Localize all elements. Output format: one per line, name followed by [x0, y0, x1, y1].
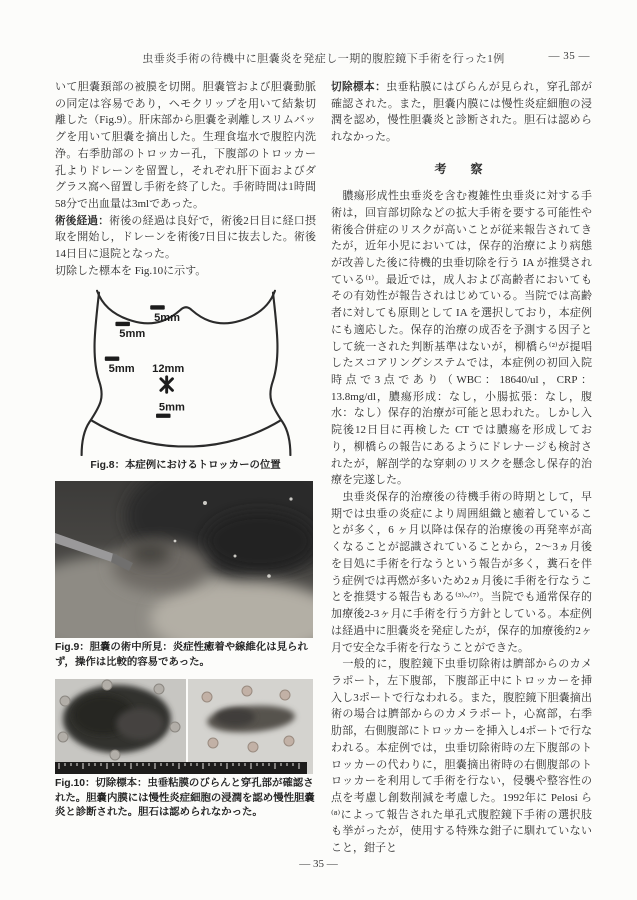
trocar-mark-upper-left [115, 321, 130, 325]
discussion-paragraph-1: 膿瘍形成性虫垂炎を含む複雑性虫垂炎に対する手術は，回盲部切除などの拡大手術を要する可能性や術後合併症のリスクが高いことが従来報告されてきたが，近年小児においては，保存的治療により病態が改善した後に待機的虫垂切除を行う IA が推奨されている⁽¹⁾。最近では，成人および高齢者においてもその有効性が報告されはじめている。当院では高齢者に対しても原則として IA を選択しており，本症例にも適応した。保存的治療の成否を予測する因子として統一された判断基準はないが，柳橋ら⁽²⁾が提唱したスコアリングシステムでは，本症例の初回入院時点で3点であり（WBC：18640/ul，CRP：13.8mg/dl，膿瘍形成：なし，小腸拡張：なし，腹水：なし）保存的治療が可能と思われた。しかし入院後12日目に再検した CT では膿瘍を形成しており，柳橋らの報告にあるようにドレナージも検討されたが，解剖学的な穿刺のリスクを懸念し保存的治療を完遂した。 [331, 190, 592, 487]
discussion-paragraph-2: 虫垂炎保存的治療後の待機手術の時期として，早期では虫垂の炎症により周囲組織と癒着していることが多く，6 ヶ月以降は保存的治療後の再発率が高くなることが認識されていることから，2～3ヵ月後を目処に手術を行なうという報告が多く，糞石を伴う症例では再燃が多いため2ヵ月後に手術を行なうことを推奨する報告もある⁽³⁾~⁽⁷⁾。当院でも通常保存的加療後2-3ヶ月に手術を行う方針としている。本症例は経過中に胆嚢炎を発症したが，保存的加療後約2ヶ月で安全な手術を行なうことができた。 [331, 491, 592, 654]
body-paragraph: いて胆嚢頚部の被膜を切開。胆嚢管および胆嚢動脈の同定は容易であり，ヘモクリップを用いて結紮切離した（Fig.9）。肝床部から胆嚢を剥離しスリムバッグを用いて胆嚢を摘出した。生理食塩水で腹腔内洗浄。右季肋部のトロッカー孔，下腹部のトロッカー孔よりドレーンを留置し，それぞれ肝下面およびダグラス窩へ留置し手術を終了した。手術時間は1時間58分で出血量は3mlであった。 [55, 81, 316, 211]
right-column [331, 79, 592, 857]
two-column-body [55, 79, 592, 857]
trocar-mark-mid-left [104, 356, 119, 360]
resected-specimen-text: 虫垂粘膜にはびらんが見られ，穿孔部が確認された。また，胆嚢内膜には慢性炎症細胞の浸潤を認め，慢性胆嚢炎と診断された。胆石は認められなかった。 [331, 81, 593, 144]
trocar-mark-bottom [156, 413, 171, 417]
left-column [55, 79, 316, 857]
postop-course-label: 術後経過： [55, 214, 110, 227]
trocar-mark-top [150, 305, 165, 309]
postop-course-text: 術後の経過は良好で，術後2日目に経口摂取を開始し，ドレーンを術後7日目に抜去した。術後14日目に退院となった。 [55, 214, 317, 261]
fig10-specimen-photo [55, 679, 313, 774]
discussion-section-heading: 考 察 [434, 161, 489, 176]
ruler-scale [55, 762, 307, 774]
page-header [55, 50, 592, 68]
figure-8 [55, 288, 316, 474]
resected-specimen-label: 切除標本： [331, 81, 387, 93]
discussion-paragraph-3: 一般的に，腹腔鏡下虫垂切除術は臍部からのカメラポート，左下腹部，下腹部正中にトロッカーを挿入し3ポートで行なわれる。また，腹腔鏡下胆嚢摘出術の場合は臍部からのカメラポート，心窩部，右季肋部，右側腹部にトロッカーを挿入し4ポートで行なわれる。本症例では，虫垂切除術時の左下腹部のトロッカーの代わりに，胆嚢摘出術時の右側腹部のトロッカーを利用して手術を行ない，侵襲や整容性の点を考慮し創数削減を考慮した。1992年に Pelosi ら⁽⁸⁾によって報告された単孔式腹腔鏡下手術の選択肢も挙がったが，使用する特殊な鉗子に馴れていないこと，鉗子と [331, 658, 592, 855]
figure-10 [55, 679, 316, 821]
camera-port-asterisk-icon [160, 376, 172, 391]
figure-9 [55, 481, 316, 671]
resected-specimen-paragraph [331, 79, 592, 146]
trocar-label-center: 12mm [151, 362, 184, 375]
trocar-label-mid-left: 5mm [108, 362, 135, 375]
page-footer [0, 858, 637, 870]
fig9-intraoperative-photo [55, 481, 313, 638]
trocar-label-bottom: 5mm [158, 401, 185, 414]
postop-course-paragraph [55, 213, 316, 263]
running-head-title: 虫垂炎手術の待機中に胆嚢炎を発症し一期的腹腔鏡下手術を行った1例 [142, 53, 505, 65]
trocar-label-upper-left: 5mm [118, 327, 145, 340]
footer-page-number: — 35 — [299, 858, 338, 870]
fig8-trocar-diagram [70, 288, 302, 456]
fig8-caption: Fig.8：本症例におけるトロッカーの位置 [90, 459, 281, 471]
specimen-reference-line: 切除した標本を Fig.10に示す。 [55, 264, 207, 277]
running-head-page-number: — 35 — [548, 50, 590, 62]
fig10-caption: Fig.10：切除標本：虫垂粘膜のびらんと穿孔部が確認された。胆嚢内膜には慢性炎症細胞の浸潤を認め慢性胆嚢炎と診断された。胆石は認められなかった。 [55, 777, 315, 819]
trocar-label-top: 5mm [153, 311, 180, 324]
fig9-caption: Fig.9：胆嚢の術中所見：炎症性癒着や線維化は見られず，操作は比較的容易であった。 [55, 642, 308, 669]
